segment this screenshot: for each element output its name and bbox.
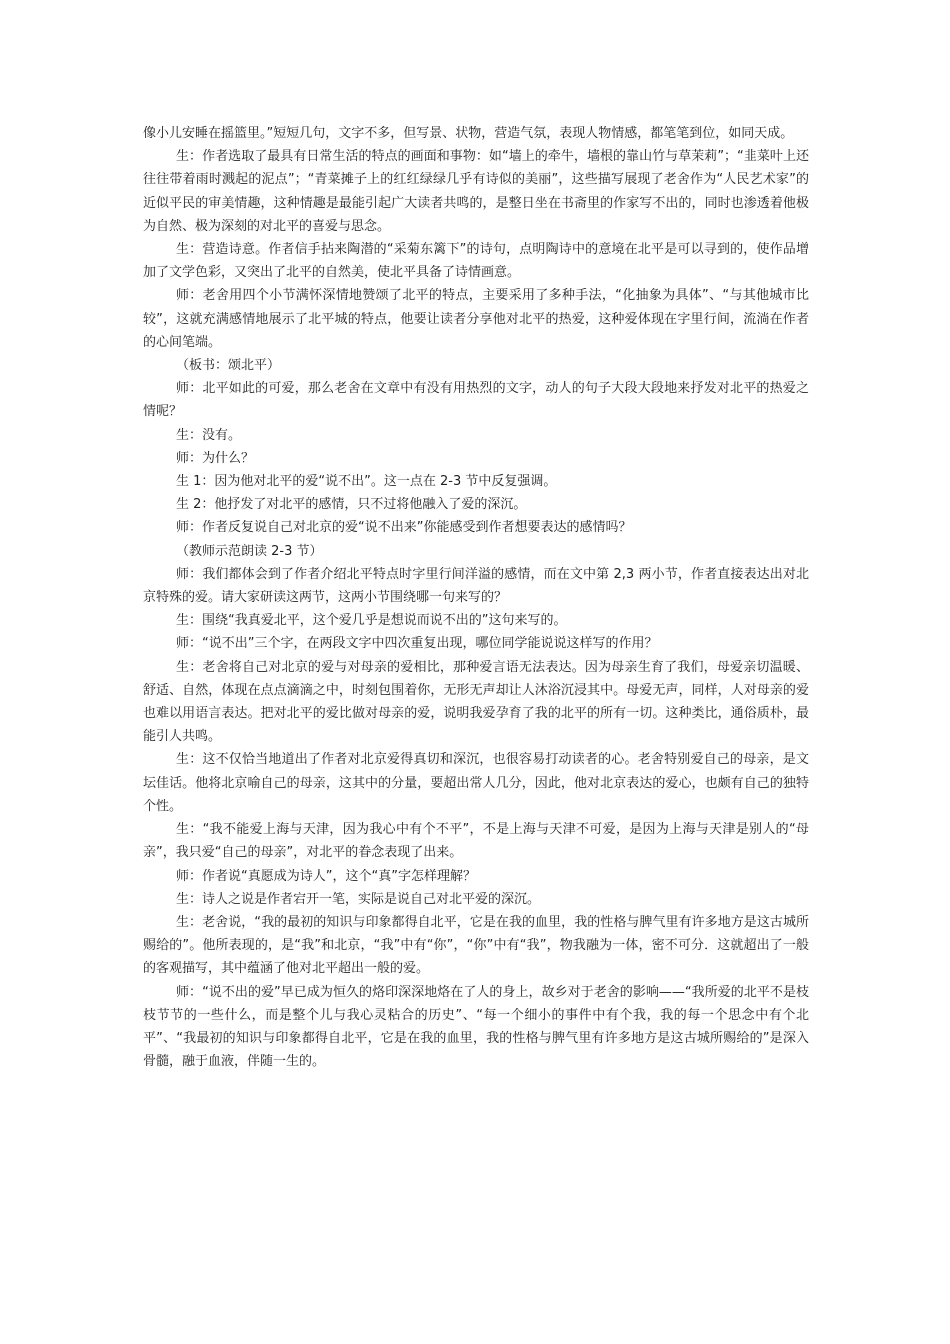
paragraph: 师：老舍用四个小节满怀深情地赞颂了北平的特点，主要采用了多种手法，“化抽象为具体”、“与其他城市比较”，这就充满感情地展示了北平城的特点，他要让读者分享他对北平的热爱，这种爱体现在字里行间，流淌在作者的心间笔端。	[143, 288, 809, 350]
paragraph: 生：“我不能爱上海与天津，因为我心中有个不平”，不是上海与天津不可爱，是因为上海与天津是别人的“母亲”，我只爱“自己的母亲”，对北平的眷念表现了出来。	[143, 822, 809, 861]
paragraph: 师：作者反复说自己对北京的爱“说不出来”你能感受到作者想要表达的感情吗？	[176, 520, 632, 536]
paragraph: 师：为什么？	[176, 450, 255, 466]
document-page	[143, 122, 809, 1073]
paragraph: 师：我们都体会到了作者介绍北平特点时字里行间洋溢的感情，而在文中第 2,3 两小节，作者直接表达出对北京特殊的爱。请大家研读这两节，这两小节围绕哪一句来写的？	[143, 566, 809, 606]
paragraph: （教师示范朗读 2-3 节）	[176, 543, 323, 559]
paragraph: 生：这不仅恰当地道出了作者对北京爱得真切和深沉，也很容易打动读者的心。老舍特别爱自己的母亲，是文坛佳话。他将北京喻自己的母亲，这其中的分量，要超出常人几分，因此，他对北京表达的爱心，也颇有自己的独特个性。	[143, 752, 809, 814]
paragraph: 师：北平如此的可爱，那么老舍在文章中有没有用热烈的文字，动人的句子大段大段地来抒发对北平的热爱之情呢？	[143, 381, 809, 420]
paragraph: 生：老舍说，“我的最初的知识与印象都得自北平，它是在我的血里，我的性格与脾气里有许多地方是这古城所赐给的”。他所表现的，是“我”和北京，“我”中有“你”，“你”中有“我”，物我融为一体，密不可分．这就超出了一般的客观描写，其中蕴涵了他对北平超出一般的爱。	[143, 914, 809, 977]
paragraph: 生：围绕“我真爱北平，这个爱几乎是想说而说不出的”这句来写的。	[176, 613, 567, 629]
paragraph: 生 1：因为他对北平的爱“说不出”。这一点在 2-3 节中反复强调。	[176, 474, 557, 490]
paragraph: 像小儿安睡在摇篮里。”短短几句，文字不多，但写景、状物，营造气氛，表现人物情感，都笔笔到位，如同天成。	[143, 126, 794, 141]
paragraph: 师：作者说“真愿成为诗人”，这个“真”字怎样理解？	[176, 868, 476, 884]
paragraph: 生：作者选取了最具有日常生活的特点的画面和事物：如“墙上的牵牛，墙根的靠山竹与草茉莉”；“韭菜叶上还往往带着雨时溅起的泥点”；“青菜摊子上的红红绿绿几乎有诗似的美丽”，这些描写展现了老舍作为“人民艺术家”的近似平民的审美情趣，这种情趣是最能引起广大读者共鸣的，是整日坐在书斋里的作家写不出的，同时也渗透着他极为自然、极为深刻的对北平的喜爱与思念。	[143, 149, 809, 234]
paragraph: 生：诗人之说是作者宕开一笔，实际是说自己对北平爱的深沉。	[176, 891, 541, 907]
paragraph: 生：老舍将自己对北京的爱与对母亲的爱相比，那种爱言语无法表达。因为母亲生育了我们，母爱亲切温暖、舒适、自然，体现在点点滴滴之中，时刻包围着你，无形无声却让人沐浴沉浸其中。母爱无声，同样，人对母亲的爱也难以用语言表达。把对北平的爱比做对母亲的爱，说明我爱孕育了我的北平的所有一切。这种类比，通俗质朴，最能引人共鸣。	[143, 659, 809, 745]
paragraph: 生：营造诗意。作者信手拈来陶潜的“采菊东篱下”的诗句，点明陶诗中的意境在北平是可以寻到的，使作品增加了文学色彩，又突出了北平的自然美，使北平具备了诗情画意。	[143, 242, 809, 281]
paragraph: （板书：颂北平）	[176, 358, 281, 374]
paragraph: 师：“说不出的爱”早已成为恒久的烙印深深地烙在了人的身上，故乡对于老舍的影响——“我所爱的北平不是枝枝节节的一些什么，而是整个儿与我心灵粘合的历史”、“每一个细小的事件中有个我，我的每一个思念中有个北平”、“我最初的知识与印象都得自北平，它是在我的血里，我的性格与脾气里有许多地方是这古城所赐给的”是深入骨髓，融于血液，伴随一生的。	[143, 984, 809, 1070]
paragraph: 生：没有。	[176, 427, 242, 443]
paragraph: 师：“说不出”三个字，在两段文字中四次重复出现，哪位同学能说说这样写的作用？	[176, 636, 658, 652]
paragraph: 生 2：他抒发了对北平的感情，只不过将他融入了爱的深沉。	[176, 497, 527, 513]
